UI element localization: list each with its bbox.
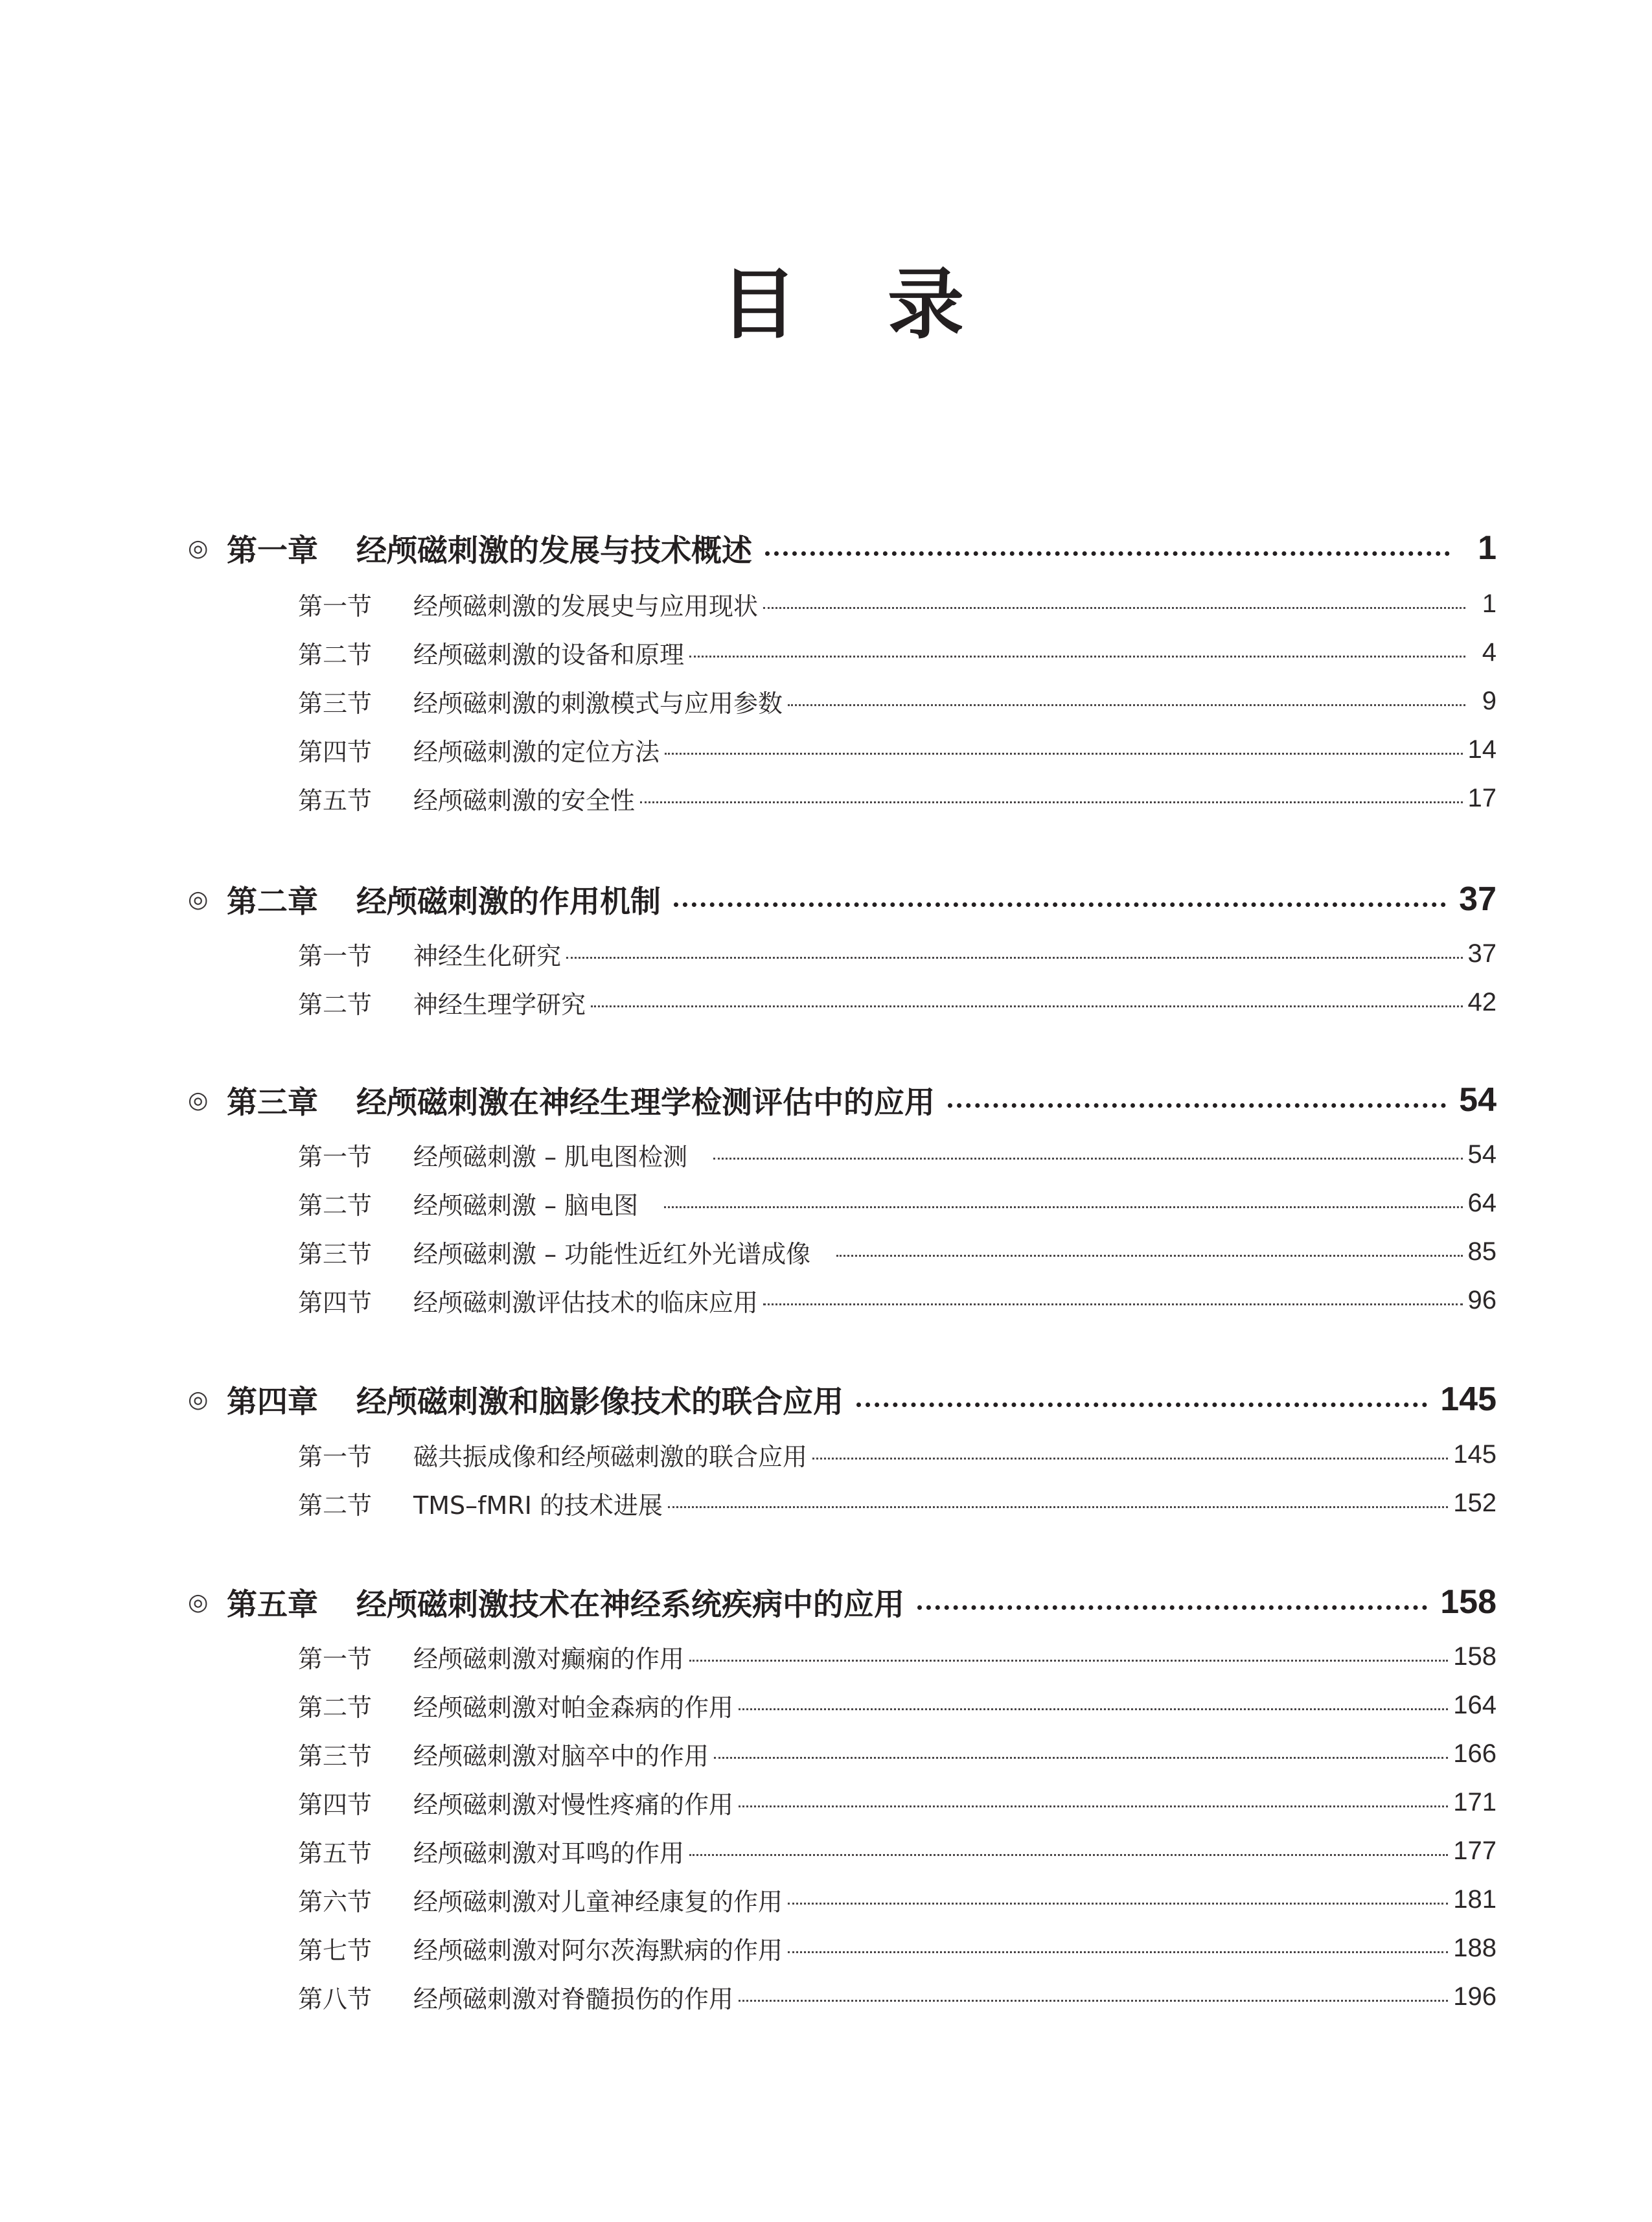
section-page-number: 181 (1453, 1884, 1497, 1914)
bullseye-icon: ◎ (188, 1588, 209, 1616)
dot-leader (566, 957, 1462, 959)
page-title-char-1: 目 (720, 259, 797, 349)
section-number: 第一节 (298, 1644, 373, 1673)
toc-section[interactable] (298, 1281, 1497, 1320)
dot-leader (763, 607, 1465, 609)
toc-section[interactable] (298, 1977, 1497, 2016)
dot-leader (739, 1708, 1448, 1710)
dot-leader (674, 902, 1446, 907)
section-title: 经颅磁刺激的刺激模式与应用参数 (413, 689, 783, 718)
section-number: 第二节 (298, 1191, 373, 1220)
section-number: 第六节 (298, 1887, 373, 1916)
toc-section[interactable] (298, 681, 1497, 720)
section-page-number: 54 (1467, 1140, 1497, 1169)
section-number: 第五节 (298, 786, 373, 815)
chapter-number: 第一章 (227, 533, 318, 569)
toc-section[interactable] (298, 730, 1497, 769)
section-number: 第四节 (298, 1288, 373, 1317)
section-page-number: 196 (1453, 1982, 1497, 2011)
chapter-title: 经颅磁刺激的作用机制 (356, 884, 661, 920)
dot-leader (689, 1660, 1448, 1662)
chapter-page-number: 54 (1459, 1081, 1497, 1119)
dot-leader (763, 1303, 1462, 1305)
dot-leader (788, 704, 1465, 706)
toc-section[interactable] (298, 1232, 1497, 1271)
dot-leader (917, 1605, 1427, 1610)
dot-leader (689, 1854, 1448, 1856)
section-title: 经颅磁刺激对耳鸣的作用 (413, 1838, 685, 1868)
section-title: 神经生理学研究 (413, 990, 586, 1019)
section-number: 第一节 (298, 941, 373, 970)
section-page-number: 85 (1467, 1237, 1497, 1266)
section-title: 经颅磁刺激 – 脑电图 (413, 1191, 639, 1220)
chapter-title: 经颅磁刺激技术在神经系统疾病中的应用 (356, 1586, 904, 1623)
dot-leader (856, 1403, 1427, 1407)
toc-chapter-5[interactable] (188, 1577, 1497, 1627)
bullseye-icon: ◎ (188, 1386, 209, 1413)
toc-chapter-2[interactable] (188, 875, 1497, 924)
section-number: 第三节 (298, 689, 373, 718)
dot-leader (665, 753, 1462, 755)
dot-leader (668, 1506, 1448, 1508)
section-page-number: 1 (1482, 589, 1497, 618)
section-page-number: 64 (1467, 1188, 1497, 1217)
section-title: 经颅磁刺激 – 肌电图检测 (413, 1142, 688, 1171)
section-number: 第八节 (298, 1984, 373, 2013)
section-page-number: 152 (1453, 1488, 1497, 1517)
toc-section[interactable] (298, 934, 1497, 973)
page-title-char-2: 录 (888, 259, 965, 349)
toc-chapter-4[interactable] (188, 1375, 1497, 1424)
dot-leader (664, 1206, 1462, 1208)
toc-section[interactable] (298, 1880, 1497, 1919)
dot-leader (739, 1805, 1448, 1807)
section-number: 第一节 (298, 1442, 373, 1471)
toc-section[interactable] (298, 1135, 1497, 1174)
dot-leader (591, 1005, 1462, 1007)
dot-leader (836, 1255, 1462, 1257)
section-page-number: 14 (1467, 735, 1497, 764)
toc-section[interactable] (298, 1483, 1497, 1522)
chapter-page-number: 158 (1440, 1583, 1497, 1621)
chapter-number: 第五章 (227, 1586, 318, 1623)
section-title: 经颅磁刺激对帕金森病的作用 (413, 1693, 734, 1722)
dot-leader (765, 551, 1450, 556)
section-title: 经颅磁刺激对慢性疼痛的作用 (413, 1790, 734, 1819)
dot-leader (714, 1757, 1448, 1759)
section-title: 经颅磁刺激对脑卒中的作用 (413, 1741, 709, 1770)
dot-leader (713, 1158, 1462, 1160)
section-number: 第五节 (298, 1838, 373, 1868)
section-page-number: 17 (1467, 783, 1497, 812)
dot-leader (948, 1103, 1446, 1108)
section-title: 经颅磁刺激对阿尔茨海默病的作用 (413, 1936, 783, 1965)
section-title: 经颅磁刺激对脊髓损伤的作用 (413, 1984, 734, 2013)
toc-section[interactable] (298, 1734, 1497, 1773)
section-title: 经颅磁刺激的设备和原理 (413, 640, 685, 669)
toc-section[interactable] (298, 983, 1497, 1022)
toc-chapter-3[interactable] (188, 1075, 1497, 1125)
toc-section[interactable] (298, 1686, 1497, 1724)
section-page-number: 37 (1467, 939, 1497, 968)
page-title (0, 256, 1652, 353)
section-number: 第二节 (298, 1693, 373, 1722)
section-page-number: 4 (1482, 637, 1497, 667)
bullseye-icon: ◎ (188, 534, 209, 562)
chapter-page-number: 37 (1459, 880, 1497, 918)
section-number: 第四节 (298, 1790, 373, 1819)
section-page-number: 171 (1453, 1787, 1497, 1816)
toc-section[interactable] (298, 1435, 1497, 1474)
section-title: TMS–fMRI 的技术进展 (413, 1491, 663, 1520)
section-page-number: 188 (1453, 1933, 1497, 1962)
section-title: 经颅磁刺激对癫痫的作用 (413, 1644, 685, 1673)
toc-section[interactable] (298, 1929, 1497, 1967)
section-page-number: 96 (1467, 1285, 1497, 1314)
chapter-title: 经颅磁刺激和脑影像技术的联合应用 (356, 1384, 843, 1420)
dot-leader (689, 656, 1465, 658)
section-page-number: 166 (1453, 1739, 1497, 1768)
toc-section[interactable] (298, 584, 1497, 623)
toc-chapter-1[interactable] (188, 523, 1497, 573)
chapter-title: 经颅磁刺激的发展与技术概述 (356, 533, 752, 569)
dot-leader (788, 1903, 1448, 1905)
section-title: 经颅磁刺激的定位方法 (413, 737, 660, 766)
section-number: 第七节 (298, 1936, 373, 1965)
section-page-number: 145 (1453, 1439, 1497, 1469)
dot-leader (788, 1951, 1448, 1953)
section-title: 经颅磁刺激 – 功能性近红外光谱成像 (413, 1239, 811, 1268)
section-number: 第一节 (298, 591, 373, 621)
section-title: 经颅磁刺激评估技术的临床应用 (413, 1288, 759, 1317)
chapter-page-number: 145 (1440, 1380, 1497, 1418)
section-page-number: 42 (1467, 987, 1497, 1016)
toc-section[interactable] (298, 1831, 1497, 1870)
section-title: 磁共振成像和经颅磁刺激的联合应用 (413, 1442, 808, 1471)
section-number: 第二节 (298, 990, 373, 1019)
chapter-title: 经颅磁刺激在神经生理学检测评估中的应用 (356, 1084, 935, 1121)
chapter-number: 第三章 (227, 1084, 318, 1121)
section-title: 经颅磁刺激的安全性 (413, 786, 636, 815)
section-number: 第二节 (298, 1491, 373, 1520)
toc-section[interactable] (298, 1783, 1497, 1822)
section-number: 第三节 (298, 1741, 373, 1770)
toc-section[interactable] (298, 779, 1497, 818)
section-page-number: 164 (1453, 1690, 1497, 1719)
section-number: 第三节 (298, 1239, 373, 1268)
toc-section[interactable] (298, 1637, 1497, 1676)
toc-section[interactable] (298, 633, 1497, 672)
section-title: 经颅磁刺激对儿童神经康复的作用 (413, 1887, 783, 1916)
section-number: 第二节 (298, 640, 373, 669)
bullseye-icon: ◎ (188, 1086, 209, 1114)
toc-section[interactable] (298, 1184, 1497, 1222)
dot-leader (640, 801, 1462, 803)
chapter-page-number: 1 (1478, 529, 1497, 567)
section-title: 经颅磁刺激的发展史与应用现状 (413, 591, 759, 621)
chapter-number: 第四章 (227, 1384, 318, 1420)
section-number: 第一节 (298, 1142, 373, 1171)
section-page-number: 158 (1453, 1642, 1497, 1671)
section-page-number: 9 (1482, 686, 1497, 715)
section-title: 神经生化研究 (413, 941, 562, 970)
dot-leader (739, 2000, 1448, 2002)
chapter-number: 第二章 (227, 884, 318, 920)
bullseye-icon: ◎ (188, 886, 209, 913)
section-page-number: 177 (1453, 1836, 1497, 1865)
dot-leader (812, 1458, 1448, 1460)
section-number: 第四节 (298, 737, 373, 766)
